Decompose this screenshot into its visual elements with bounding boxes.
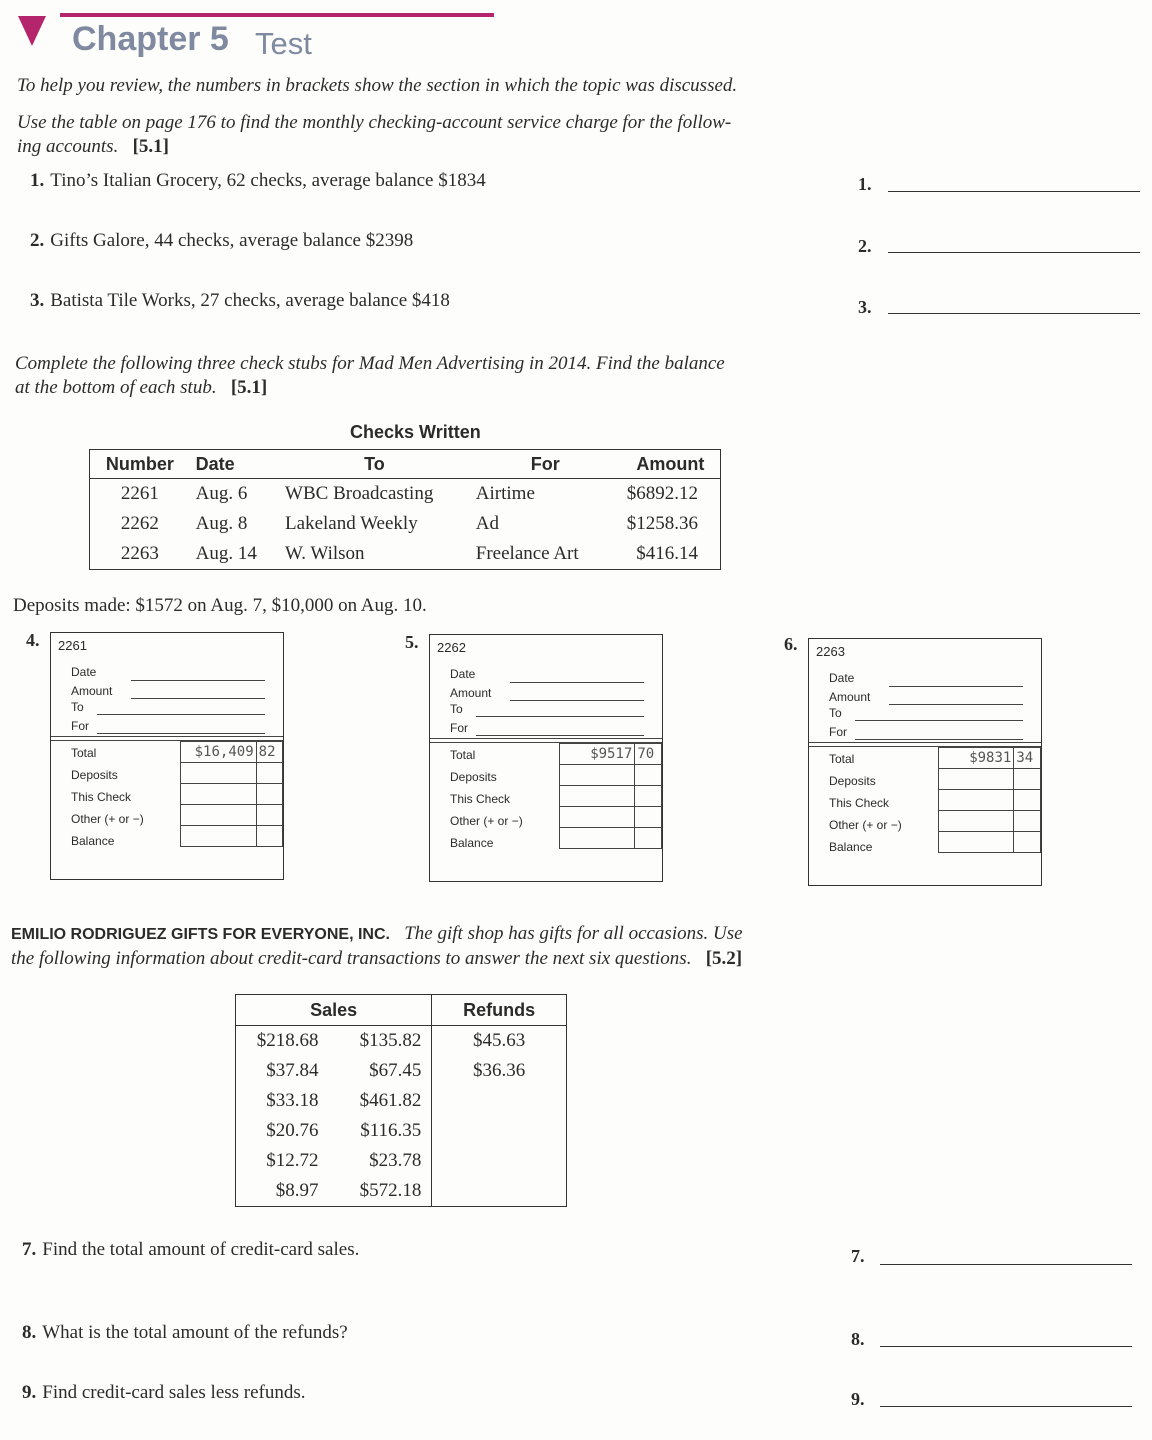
cell-for: Airtime [475, 483, 535, 504]
stub-total-cents: 34 [1014, 748, 1041, 769]
cell-to: WBC Broadcasting [285, 483, 434, 504]
stub-date-label: Date [71, 665, 97, 679]
stub-to-label: To [450, 702, 463, 716]
stub-amount-field[interactable] [510, 700, 644, 701]
stub-total-cents: 70 [635, 744, 662, 765]
stub-date-label: Date [829, 671, 855, 685]
stub-other-cents[interactable] [256, 805, 282, 826]
answer-line-9[interactable] [880, 1406, 1132, 1407]
answer-label-3: 3. [858, 297, 872, 317]
table-row [90, 539, 721, 570]
stub-amount-field[interactable] [131, 698, 265, 699]
stub-to-field[interactable] [855, 720, 1023, 721]
stub-other-label: Other (+ or −) [450, 814, 523, 828]
stub-balance-cents[interactable] [635, 828, 662, 849]
cell-date: Aug. 6 [195, 483, 248, 504]
cell-amount: $416.14 [636, 543, 698, 564]
stub-total-label: Total [71, 746, 97, 760]
stub-balance-label: Balance [71, 834, 115, 848]
stub-for-field[interactable] [97, 733, 265, 734]
stub-balance-cents[interactable] [1014, 832, 1041, 853]
cell-to: W. Wilson [285, 543, 365, 564]
stub-total-label: Total [450, 748, 476, 762]
stub-for-field[interactable] [476, 735, 644, 736]
stub-amount-label: Amount [829, 690, 871, 704]
sales-cell: $116.35 [360, 1120, 422, 1141]
stub-this-check-cents[interactable] [1014, 790, 1041, 811]
stub-number: 2261 [58, 638, 87, 653]
cell-date: Aug. 14 [195, 543, 257, 564]
stub-this-check-cents[interactable] [635, 786, 662, 807]
answer-label-7: 7. [851, 1246, 865, 1266]
stub-other-cents[interactable] [635, 807, 662, 828]
stub-date-field[interactable] [510, 682, 644, 683]
refund-cell [432, 1116, 567, 1146]
stub-this-check-label: This Check [450, 792, 511, 806]
cell-for: Freelance Art [475, 543, 579, 564]
stub-this-check-dollars[interactable] [560, 786, 635, 807]
col-header-date: Date [190, 450, 279, 479]
table-header-row [90, 450, 721, 479]
table-row [236, 1116, 567, 1146]
table-row [236, 1056, 567, 1086]
answer-line-8[interactable] [880, 1346, 1132, 1347]
answer-line-7[interactable] [880, 1264, 1132, 1265]
stub-total-dollars: $9831 [939, 748, 1014, 769]
answer-label-8: 8. [851, 1329, 865, 1349]
table-row [236, 1086, 567, 1116]
stub-to-label: To [829, 706, 842, 720]
stub-amount-grid [938, 747, 1041, 853]
stub-this-check-cents[interactable] [256, 784, 282, 805]
stub-this-check-dollars[interactable] [939, 790, 1014, 811]
cell-for: Ad [475, 513, 500, 534]
sales-header: Sales [236, 995, 432, 1026]
stub-amount-grid [180, 741, 283, 847]
stub-number: 2262 [437, 640, 466, 655]
stub-to-field[interactable] [476, 716, 644, 717]
stub-for-label: For [829, 725, 847, 739]
sales-cell: $218.68 [256, 1030, 319, 1051]
sales-cell: $461.82 [359, 1090, 422, 1111]
question-4-label: 4. [26, 630, 40, 650]
answer-line-3[interactable] [888, 313, 1140, 314]
cell-number: 2262 [120, 513, 159, 534]
check-stub-2262 [429, 634, 663, 882]
stub-date-field[interactable] [131, 680, 265, 681]
checks-written-title: Checks Written [350, 422, 481, 442]
stub-balance-label: Balance [829, 840, 873, 854]
section3-ref: [5.2] [705, 948, 743, 969]
section1-ref: [5.1] [132, 136, 169, 157]
stub-deposits-cents[interactable] [1014, 769, 1041, 790]
question-3: 3. Batista Tile Works, 27 checks, average balance $418 [30, 290, 450, 311]
stub-other-dollars[interactable] [939, 811, 1014, 832]
sales-cell: $20.76 [266, 1120, 319, 1141]
question-5-label: 5. [405, 632, 419, 652]
stub-deposits-dollars[interactable] [560, 765, 635, 786]
question-8: 8. What is the total amount of the refunds? [22, 1322, 348, 1343]
stub-balance-cents[interactable] [256, 826, 282, 847]
refund-cell: $36.36 [432, 1056, 567, 1086]
stub-deposits-label: Deposits [450, 770, 497, 784]
stub-deposits-dollars[interactable] [181, 763, 257, 784]
stub-to-label: To [71, 700, 84, 714]
checks-written-table [89, 449, 721, 570]
refunds-header: Refunds [432, 995, 567, 1026]
table-row [236, 1176, 567, 1207]
credit-card-table [235, 994, 567, 1207]
cell-number: 2261 [120, 483, 159, 504]
sales-cell: $37.84 [266, 1060, 319, 1081]
refund-cell [432, 1176, 567, 1207]
stub-balance-label: Balance [450, 836, 494, 850]
sales-cell: $8.97 [275, 1180, 319, 1201]
sales-cell: $572.18 [359, 1180, 422, 1201]
stub-other-label: Other (+ or −) [71, 812, 144, 826]
question-7: 7. Find the total amount of credit-card sales. [22, 1239, 360, 1260]
answer-label-2: 2. [858, 236, 872, 256]
stub-for-label: For [450, 721, 468, 735]
intro-text: To help you review, the numbers in brackets show the section in which the topic was discussed. [17, 75, 738, 96]
question-1: 1. Tino’s Italian Grocery, 62 checks, average balance $1834 [30, 170, 486, 191]
chapter-header-bar [60, 13, 494, 17]
answer-line-2[interactable] [888, 252, 1140, 253]
stub-amount-grid [559, 743, 662, 849]
stub-other-label: Other (+ or −) [829, 818, 902, 832]
refund-cell [432, 1086, 567, 1116]
stub-deposits-label: Deposits [829, 774, 876, 788]
col-header-to: To [279, 450, 470, 479]
stub-this-check-label: This Check [71, 790, 132, 804]
cell-number: 2263 [120, 543, 159, 564]
check-stub-2263 [808, 638, 1042, 886]
col-header-amount: Amount [621, 450, 721, 479]
sales-cell: $67.45 [369, 1060, 422, 1081]
section2-ref: [5.1] [230, 377, 268, 398]
chapter-title: Chapter 5 [72, 20, 229, 58]
stub-total-label: Total [829, 752, 855, 766]
col-header-number: Number [90, 450, 190, 479]
stub-balance-dollars[interactable] [939, 832, 1014, 853]
stub-total-dollars: $16,409 [181, 742, 257, 763]
stub-deposits-cents[interactable] [635, 765, 662, 786]
stub-this-check-dollars[interactable] [181, 784, 257, 805]
cell-amount: $1258.36 [626, 513, 698, 534]
chapter-subtitle: Test [255, 26, 312, 61]
stub-amount-field[interactable] [889, 704, 1023, 705]
table-header-row [236, 995, 567, 1026]
refund-cell: $45.63 [432, 1026, 567, 1057]
question-9: 9. Find credit-card sales less refunds. [22, 1382, 306, 1403]
stub-date-label: Date [450, 667, 476, 681]
table-row [236, 1026, 567, 1057]
stub-deposits-cents[interactable] [256, 763, 282, 784]
sales-cell: $12.72 [266, 1150, 319, 1171]
table-row [90, 509, 721, 539]
sales-cell: $23.78 [369, 1150, 422, 1171]
stub-deposits-label: Deposits [71, 768, 118, 782]
stub-to-field[interactable] [97, 714, 265, 715]
section2-instructions: Complete the following three check stubs for Mad Men Advertising in 2014. Find the balance at the bottom of each stub. [5.1] [15, 353, 725, 398]
section3-instructions: EMILIO RODRIGUEZ GIFTS FOR EVERYONE, INC. The gift shop has gifts for all occasions. Use the following information about credit-card transactions to answer the next six questions. [5.2] [11, 923, 743, 969]
section1-instructions: Use the table on page 176 to find the monthly checking-account service charge for the follow- ing accounts. [5.1] [17, 112, 732, 157]
table-row [236, 1146, 567, 1176]
answer-line-1[interactable] [888, 191, 1140, 192]
company-name: EMILIO RODRIGUEZ GIFTS FOR EVERYONE, INC. [11, 926, 390, 943]
stub-other-cents[interactable] [1014, 811, 1041, 832]
stub-amount-label: Amount [71, 684, 113, 698]
stub-total-dollars: $9517 [560, 744, 635, 765]
sales-cell: $135.82 [359, 1030, 422, 1051]
stub-balance-dollars[interactable] [181, 826, 257, 847]
table-row [90, 479, 721, 510]
question-2: 2. Gifts Galore, 44 checks, average balance $2398 [30, 230, 414, 251]
stub-deposits-dollars[interactable] [939, 769, 1014, 790]
stub-date-field[interactable] [889, 686, 1023, 687]
col-header-for: For [470, 450, 621, 479]
check-stub-2261 [50, 632, 284, 880]
cell-amount: $6892.12 [626, 483, 698, 504]
stub-total-cents: 82 [256, 742, 282, 763]
deposits-made: Deposits made: $1572 on Aug. 7, $10,000 on Aug. 10. [13, 595, 427, 616]
stub-for-field[interactable] [855, 739, 1023, 740]
answer-label-1: 1. [858, 174, 872, 194]
stub-number: 2263 [816, 644, 845, 659]
chapter-marker-icon [18, 16, 46, 46]
cell-to: Lakeland Weekly [285, 513, 418, 534]
sales-cell: $33.18 [266, 1090, 319, 1111]
stub-this-check-label: This Check [829, 796, 890, 810]
stub-other-dollars[interactable] [181, 805, 257, 826]
answer-label-9: 9. [851, 1389, 865, 1409]
stub-for-label: For [71, 719, 89, 733]
stub-other-dollars[interactable] [560, 807, 635, 828]
stub-amount-label: Amount [450, 686, 492, 700]
stub-balance-dollars[interactable] [560, 828, 635, 849]
refund-cell [432, 1146, 567, 1176]
cell-date: Aug. 8 [195, 513, 248, 534]
question-6-label: 6. [784, 634, 798, 654]
